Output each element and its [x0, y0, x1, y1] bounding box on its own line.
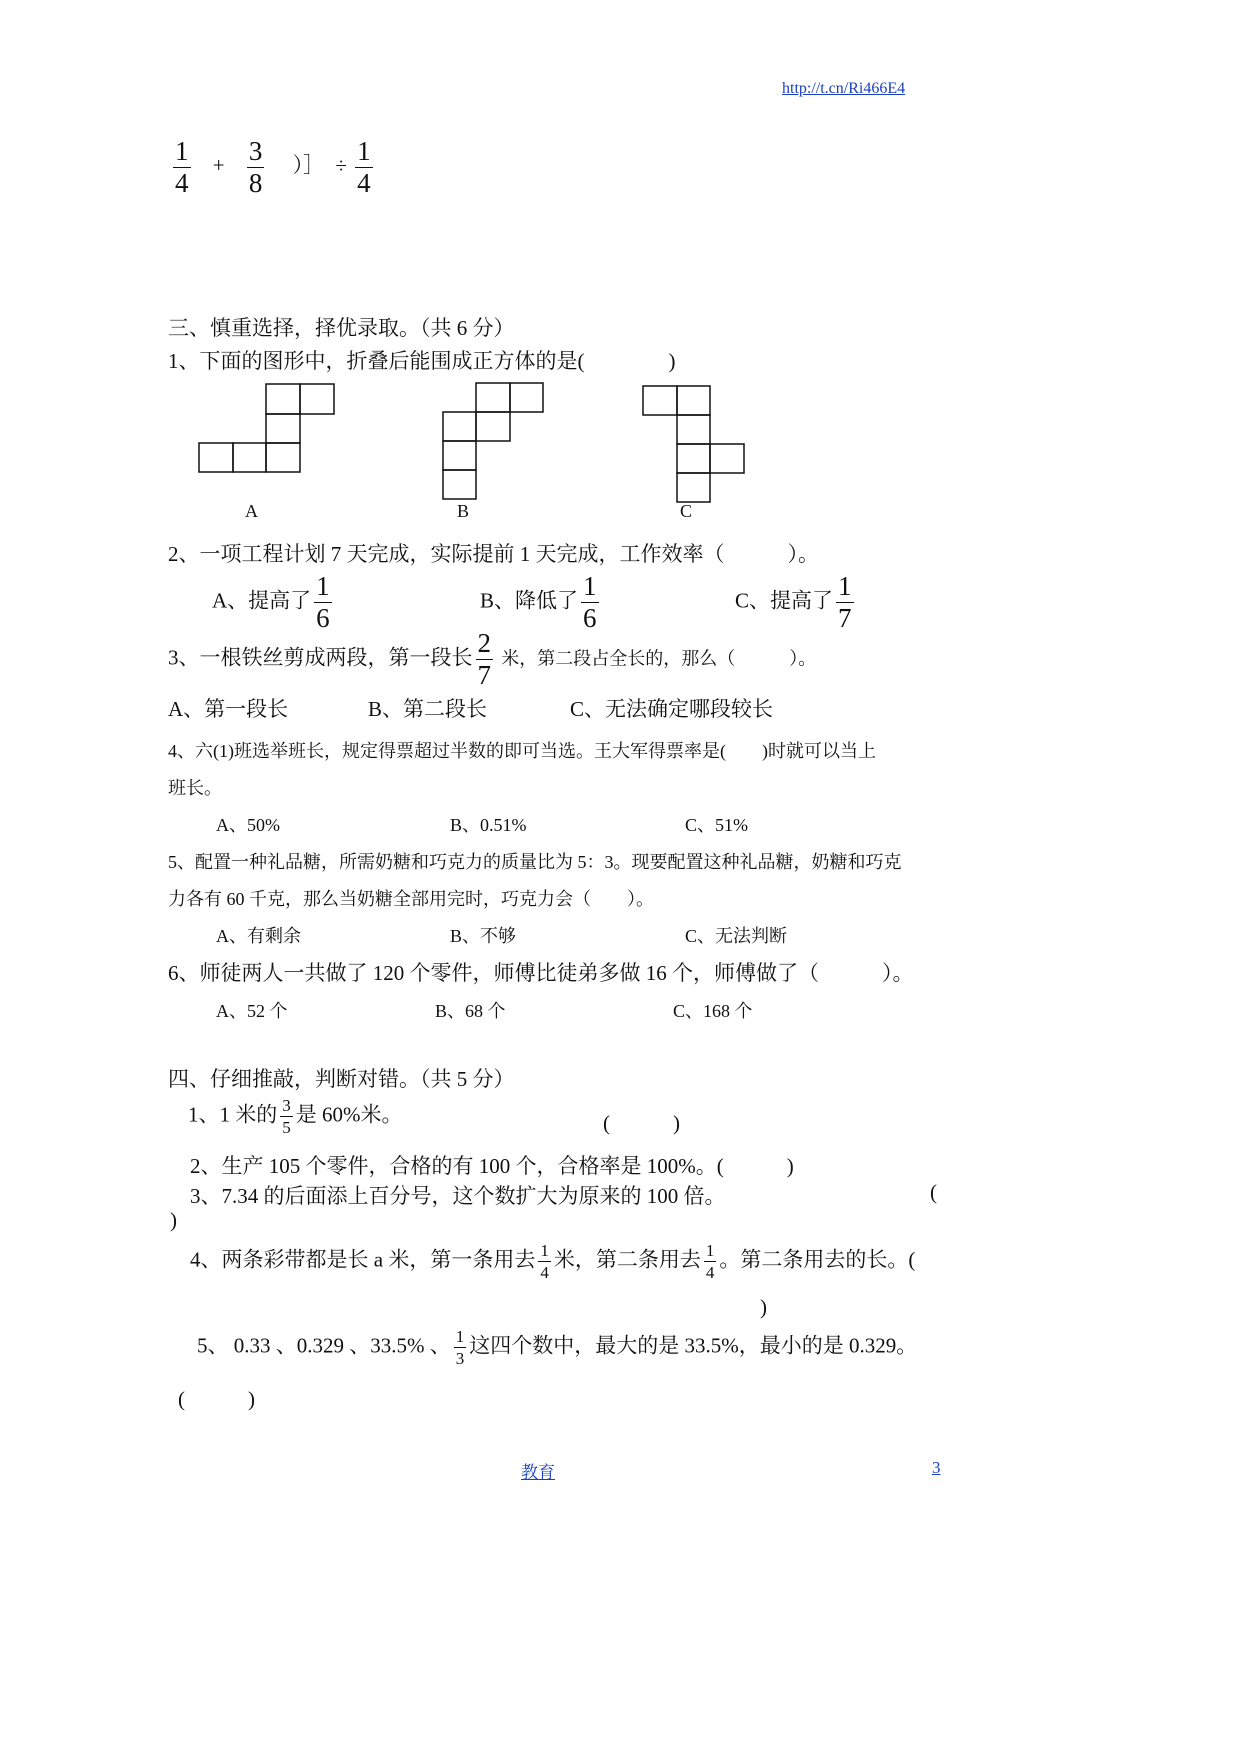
q2-option-b — [480, 573, 602, 632]
header-link[interactable]: http://t.cn/Ri466E4 — [782, 80, 906, 97]
footer-link[interactable]: 教育 — [521, 1463, 555, 1482]
net-b — [443, 383, 543, 499]
text: 1、1 米的 — [188, 1102, 278, 1127]
q2: 2、一项工程计划 7 天完成，实际提前 1 天完成，工作效率（ ）。 — [168, 542, 819, 566]
q5-line1: 5、配置一种礼品糖，所需奶糖和巧克力的质量比为 5：3。现要配置这种礼品糖，奶糖和巧克 — [168, 852, 902, 872]
q3 — [168, 630, 816, 689]
judge-4-answer-close[interactable]: ) — [760, 1295, 767, 1319]
judge-5-answer[interactable]: ( ) — [178, 1387, 255, 1411]
judge-1-answer[interactable]: ( ) — [603, 1111, 680, 1135]
judge-3: 3、7.34 的后面添上百分号，这个数扩大为原来的 100 倍。 — [190, 1184, 726, 1208]
q4-option-c: C、51% — [685, 815, 748, 835]
q3-option-c: C、无法确定哪段较长 — [570, 697, 774, 721]
numerator: 1 — [838, 571, 852, 601]
denominator: 4 — [357, 168, 371, 198]
brackets: ）］ — [292, 153, 325, 178]
net-c — [643, 386, 744, 502]
q6: 6、师徒两人一共做了 120 个零件，师傅比徒弟多做 16 个，师傅做了（ ）。 — [168, 961, 914, 985]
denominator: 6 — [316, 603, 330, 633]
cube-nets — [0, 0, 1241, 600]
numerator: 1 — [455, 1327, 465, 1346]
q6-option-c: C、168 个 — [673, 1001, 753, 1021]
judge-5 — [197, 1328, 917, 1367]
denominator: 8 — [248, 168, 263, 198]
text: 这四个数中，最大的是 33.5%，最小的是 0.329。 — [469, 1333, 918, 1358]
judge-1 — [188, 1097, 403, 1136]
q6-option-b: B、68 个 — [435, 1001, 506, 1021]
q5-line2: 力各有 60 千克，那么当奶糖全部用完时，巧克力会（ ）。 — [168, 889, 654, 909]
numerator: 3 — [282, 1096, 291, 1115]
option-text: C、提高了 — [735, 588, 834, 613]
text: 米，第二条用去 — [553, 1247, 701, 1272]
denominator: 4 — [175, 168, 189, 198]
text: 5、 0.33 、0.329 、33.5% 、 — [197, 1333, 451, 1358]
text: 。第二条用去的长。( — [719, 1247, 916, 1272]
option-text: A、提高了 — [212, 588, 312, 613]
numerator: 2 — [477, 628, 491, 658]
q6-option-a: A、52 个 — [216, 1001, 288, 1021]
q3-text: 3、一根铁丝剪成两段，第一段长 — [168, 645, 473, 670]
q2-option-c — [735, 573, 857, 632]
net-label-a: A — [245, 501, 258, 521]
page-number[interactable]: 3 — [932, 1458, 941, 1477]
numerator: 1 — [583, 571, 597, 601]
judge-2: 2、生产 105 个零件，合格的有 100 个，合格率是 100%。( ) — [190, 1154, 794, 1178]
q4-line1: 4、六(1)班选举班长，规定得票超过半数的即可当选。王大军得票率是( )时就可以当上 — [168, 741, 876, 761]
text: 是 60%米。 — [295, 1102, 403, 1127]
judge-4 — [190, 1242, 915, 1281]
denominator: 4 — [705, 1263, 715, 1282]
denominator: 5 — [282, 1118, 291, 1137]
denominator: 4 — [540, 1263, 549, 1282]
denominator: 3 — [455, 1349, 465, 1368]
q3-option-a: A、第一段长 — [168, 697, 289, 721]
q4-line2: 班长。 — [168, 778, 222, 798]
section4-title: 四、仔细推敲，判断对错。（共 5 分） — [168, 1067, 515, 1091]
numerator: 1 — [357, 136, 371, 166]
q4-option-b: B、0.51% — [450, 815, 527, 835]
text: 4、两条彩带都是长 a 米，第一条用去 — [190, 1247, 536, 1272]
q5-option-c: C、无法判断 — [685, 926, 788, 946]
q5-option-a: A、有剩余 — [216, 926, 301, 946]
option-text: B、降低了 — [480, 588, 579, 613]
q5-option-b: B、不够 — [450, 926, 517, 946]
numerator: 1 — [705, 1241, 715, 1260]
numerator: 1 — [175, 136, 189, 166]
section3-title: 三、慎重选择，择优录取。（共 6 分） — [168, 316, 515, 340]
denominator: 7 — [477, 660, 491, 690]
numerator: 1 — [316, 571, 330, 601]
denominator: 7 — [838, 603, 852, 633]
q4-option-a: A、50% — [216, 815, 280, 835]
numerator: 1 — [540, 1241, 549, 1260]
q2-option-a — [212, 573, 335, 632]
plus: + — [212, 153, 225, 178]
net-label-b: B — [457, 501, 470, 521]
judge-3-answer-close[interactable]: ) — [170, 1208, 177, 1232]
net-a — [199, 384, 334, 472]
q3-option-b: B、第二段长 — [368, 697, 488, 721]
denominator: 6 — [583, 603, 597, 633]
judge-3-answer-open[interactable]: ( — [930, 1180, 937, 1204]
q1: 1、下面的图形中，折叠后能围成正方体的是( ) — [168, 349, 676, 373]
numerator: 3 — [248, 136, 263, 166]
net-label-c: C — [680, 501, 693, 521]
q3-text: 米，第二段占全长的，那么（ ）。 — [501, 648, 817, 669]
divide: ÷ — [335, 153, 347, 178]
